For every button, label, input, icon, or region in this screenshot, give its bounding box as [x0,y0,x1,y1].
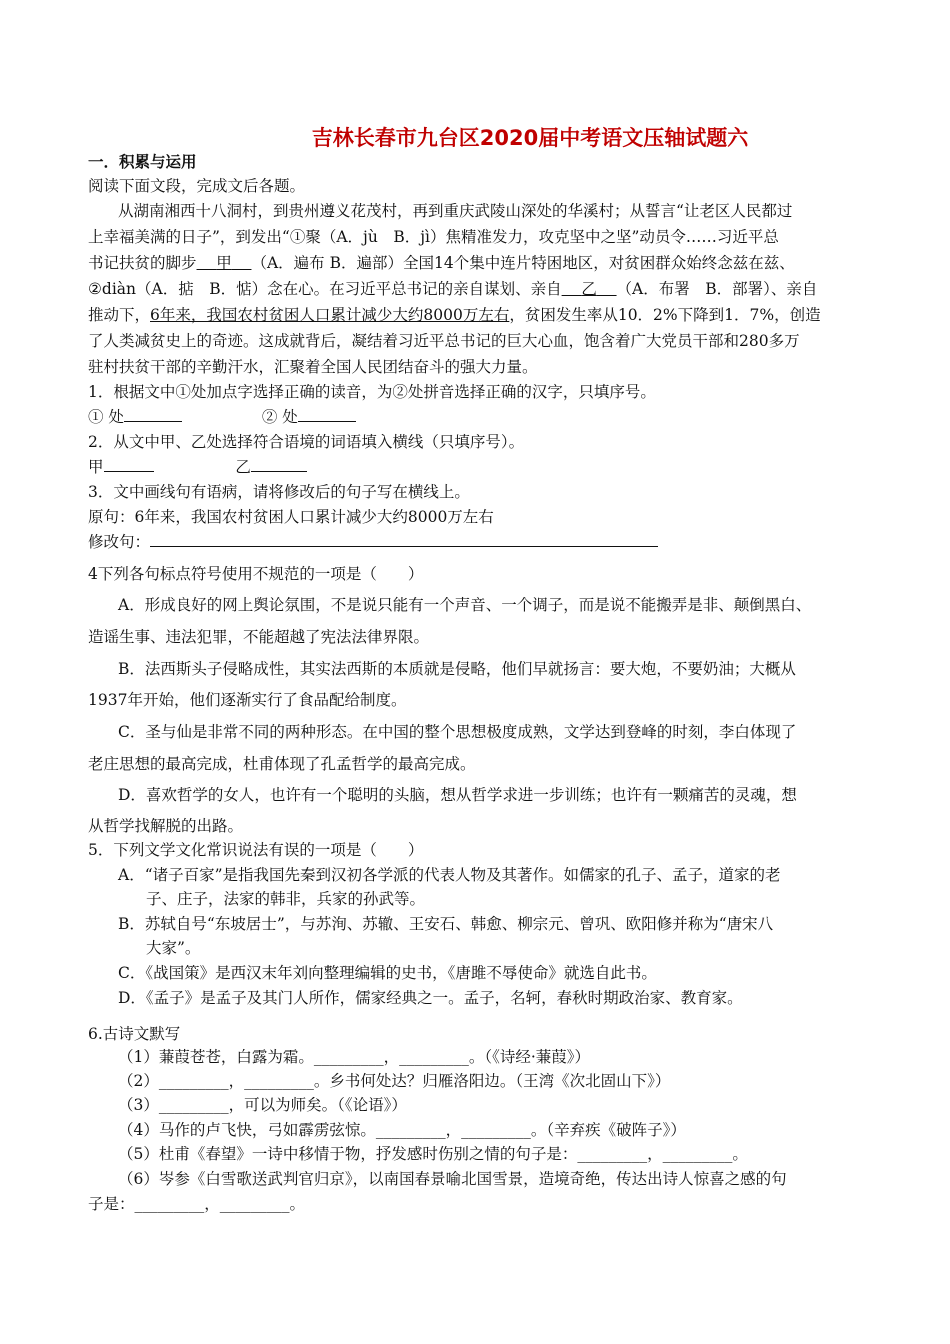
q5-option-a: A．“诸子百家”是指我国先秦到汉初各学派的代表人物及其著作。如儒家的孔子、孟子，道家的老 [118,866,781,884]
q1-label-a: ① 处 [88,408,124,426]
answer-blank[interactable] [150,531,658,547]
q4-option-b: B．法西斯头子侵略成性，其实法西斯的本质就是侵略，他们早就扬言：要大炮，不要奶油；大概从 [118,660,796,678]
question-6: 6.古诗文默写 [88,1025,181,1043]
answer-blank[interactable] [298,406,356,422]
q6-item-4: （4）马作的卢飞快，弓如霹雳弦惊。_________，_________。（辛弃疾《破阵子》） [118,1121,686,1139]
page-title: 吉林长春市九台区2020届中考语文压轴试题六 [311,126,749,150]
section-heading: 一．积累与运用 [88,153,197,171]
q5-option-a-cont: 子、庄子，法家的韩非，兵家的孙武等。 [146,890,426,908]
intro-text: 阅读下面文段，完成文后各题。 [88,177,306,195]
question-5: 5．下列文学文化常识说法有误的一项是（ ） [88,841,424,859]
question-2: 2．从文中甲、乙处选择符合语境的词语填入横线（只填序号）。 [88,433,525,451]
q6-item-1: （1）蒹葭苍苍，白露为霜。_________，_________。（《诗经·蒹葭》） [118,1048,591,1066]
passage-line-7: 驻村扶贫干部的辛勤汗水，汇聚着全国人民团结奋斗的强大力量。 [88,358,538,376]
passage-line-2: 上幸福美满的日子”，到发出“①聚（A．jù B．jì）焦精准发力，攻克坚中之坚”动员令……习近平总 [88,228,779,246]
q4-option-c-cont: 老庄思想的最高完成，杜甫体现了孔孟哲学的最高完成。 [88,755,476,773]
q4-option-a: A．形成良好的网上舆论氛围，不是说只能有一个声音、一个调子，而是说不能搬弄是非、颠倒黑白、 [118,596,812,614]
q4-option-d: D．喜欢哲学的女人，也许有一个聪明的头脑，想从哲学求进一步训练；也许有一颗痛苦的灵魂，想 [118,786,797,804]
underlined-sentence: 6年来，我国农村贫困人口累计减少大约8000万左右 [150,306,510,324]
blank-jia: 甲 [216,254,232,272]
answer-blank[interactable] [124,406,182,422]
q6-item-3: （3）_________，可以为师矣。（《论语》） [118,1096,407,1114]
question-4: 4下列各句标点符号使用不规范的一项是（ ） [88,565,424,583]
q6-item-6: （6）岑参《白雪歌送武判官归京》，以南国春景喻北国雪景，造境奇绝，传达出诗人惊喜之感的句 [118,1170,787,1188]
passage-text: 推动下， [88,306,151,324]
q4-option-a-cont: 造谣生事、违法犯罪，不能超越了宪法法律界限。 [88,628,430,646]
q6-item-5: （5）杜甫《春望》一诗中移情于物，抒发感时伤别之情的句子是：_________，_________。 [118,1145,748,1163]
revised-label: 修改句： [88,533,151,551]
original-sentence: 原句：6年来，我国农村贫困人口累计减少大约8000万左右 [88,508,494,526]
q1-label-b: ② 处 [261,408,298,426]
q2-label-yi: 乙 [235,458,251,476]
passage-text: （A．遍布 B．遍部）全国14个集中连片特困地区，对贫困群众始终念兹在兹、 [251,254,795,272]
passage-text: 书记扶贫的脚步 [88,254,197,272]
blank-yi: 乙 [581,280,597,298]
q5-option-b: B．苏轼自号“东坡居士”，与苏洵、苏辙、王安石、韩愈、柳宗元、曾巩、欧阳修并称为“唐宋八 [118,915,774,933]
q2-label-jia: 甲 [88,458,104,476]
q5-option-d: D．《孟子》是孟子及其门人所作，儒家经典之一。孟子，名轲，春秋时期政治家、教育家。 [118,989,743,1007]
q4-option-c: C．圣与仙是非常不同的两种形态。在中国的整个思想极度成熟，文学达到登峰的时刻，李白体现了 [118,723,797,741]
question-1: 1．根据文中①处加点字选择正确的读音，为②处拼音选择正确的汉字，只填序号。 [88,383,656,401]
q1-answers [88,406,356,428]
passage-text: ，贫困发生率从10．2%下降到1．7%，创造 [509,306,821,324]
question-3: 3．文中画线句有语病，请将修改后的句子写在横线上。 [88,483,470,501]
q4-option-b-cont: 1937年开始，他们逐渐实行了食品配给制度。 [88,691,407,709]
passage-line-1: 从湖南湘西十八洞村，到贵州遵义花茂村，再到重庆武陵山深处的华溪村；从誓言“让老区人民都过 [118,202,793,220]
revised-sentence-row [88,531,658,553]
passage-line-5 [88,304,821,326]
q5-option-c: C．《战国策》是西汉末年刘向整理编辑的史书，《唐雎不辱使命》就选自此书。 [118,964,657,982]
passage-text: ②diàn（A．掂 B．惦）念在心。在习近平总书记的亲自谋划、亲自 [88,280,562,298]
answer-blank[interactable] [104,456,154,472]
q2-answers [88,456,307,478]
q4-option-d-cont: 从哲学找解脱的出路。 [88,817,244,835]
passage-line-3 [88,252,795,274]
q5-option-b-cont: 大家”。 [146,939,201,957]
q6-item-6-cont: 子是：_________，_________。 [88,1195,306,1213]
q6-item-2: （2）_________，_________。乡书何处达？归雁洛阳边。（王湾《次北固山下》） [118,1072,671,1090]
passage-text: （A．布署 B．部署）、亲自 [616,280,818,298]
answer-blank[interactable] [251,456,307,472]
passage-line-4 [88,278,817,300]
passage-line-6: 了人类减贫史上的奇迹。这成就背后，凝结着习近平总书记的巨大心血，饱含着广大党员干部和280多万 [88,332,800,350]
